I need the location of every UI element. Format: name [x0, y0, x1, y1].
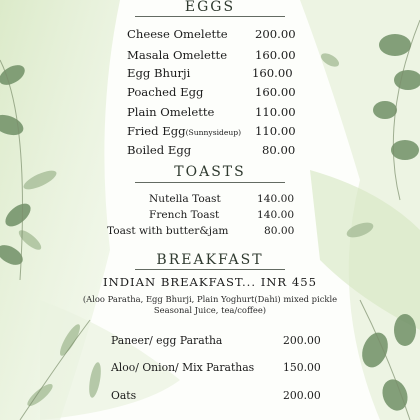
item-name: Aloo/ Onion/ Mix Parathas [111, 361, 255, 374]
item-price: 80.00 [262, 143, 296, 157]
combo-title: INDIAN BREAKFAST... INR 455 [103, 275, 317, 289]
item-price: 150.00 [283, 361, 321, 374]
item-price: 160.00 [255, 48, 296, 62]
item-price: 110.00 [255, 105, 296, 119]
item-name: Toast with butter&jam [107, 225, 229, 237]
item-price: 160.00 [252, 66, 293, 80]
breakfast-divider [135, 269, 285, 270]
toasts-divider [135, 182, 285, 183]
item-price: 200.00 [255, 27, 296, 41]
item-name: Paneer/ egg Paratha [111, 334, 223, 347]
item-name: Egg Bhurji [127, 66, 191, 80]
item-price: 160.00 [255, 85, 296, 99]
item-name: Boiled Egg [127, 143, 192, 157]
item-name: Poached Egg [127, 85, 204, 99]
combo-description: (Aloo Paratha, Egg Bhurji, Plain Yoghurt(Dahi) mixed pickle Seasonal Juice, tea/coffee) [82, 294, 338, 315]
item-price: 140.00 [257, 209, 295, 221]
toasts-title: TOASTS [174, 164, 246, 180]
item-price: 140.00 [257, 193, 295, 205]
item-name: Oats [111, 389, 137, 402]
item-name: Nutella Toast [149, 193, 221, 205]
eggs-divider [135, 16, 285, 17]
item-name: Masala Omelette [127, 48, 228, 62]
item-price: 110.00 [255, 124, 296, 138]
item-price: 80.00 [264, 225, 295, 237]
breakfast-title: BREAKFAST [156, 252, 264, 268]
item-name: Plain Omelette [127, 105, 215, 119]
item-name: French Toast [149, 209, 220, 221]
item-name: Cheese Omelette [127, 27, 228, 41]
item-price: 200.00 [283, 334, 321, 347]
item-name: Fried Egg(Sunnysideup) [127, 124, 242, 138]
eggs-title: EGGS [184, 0, 236, 15]
item-price: 200.00 [283, 389, 321, 402]
